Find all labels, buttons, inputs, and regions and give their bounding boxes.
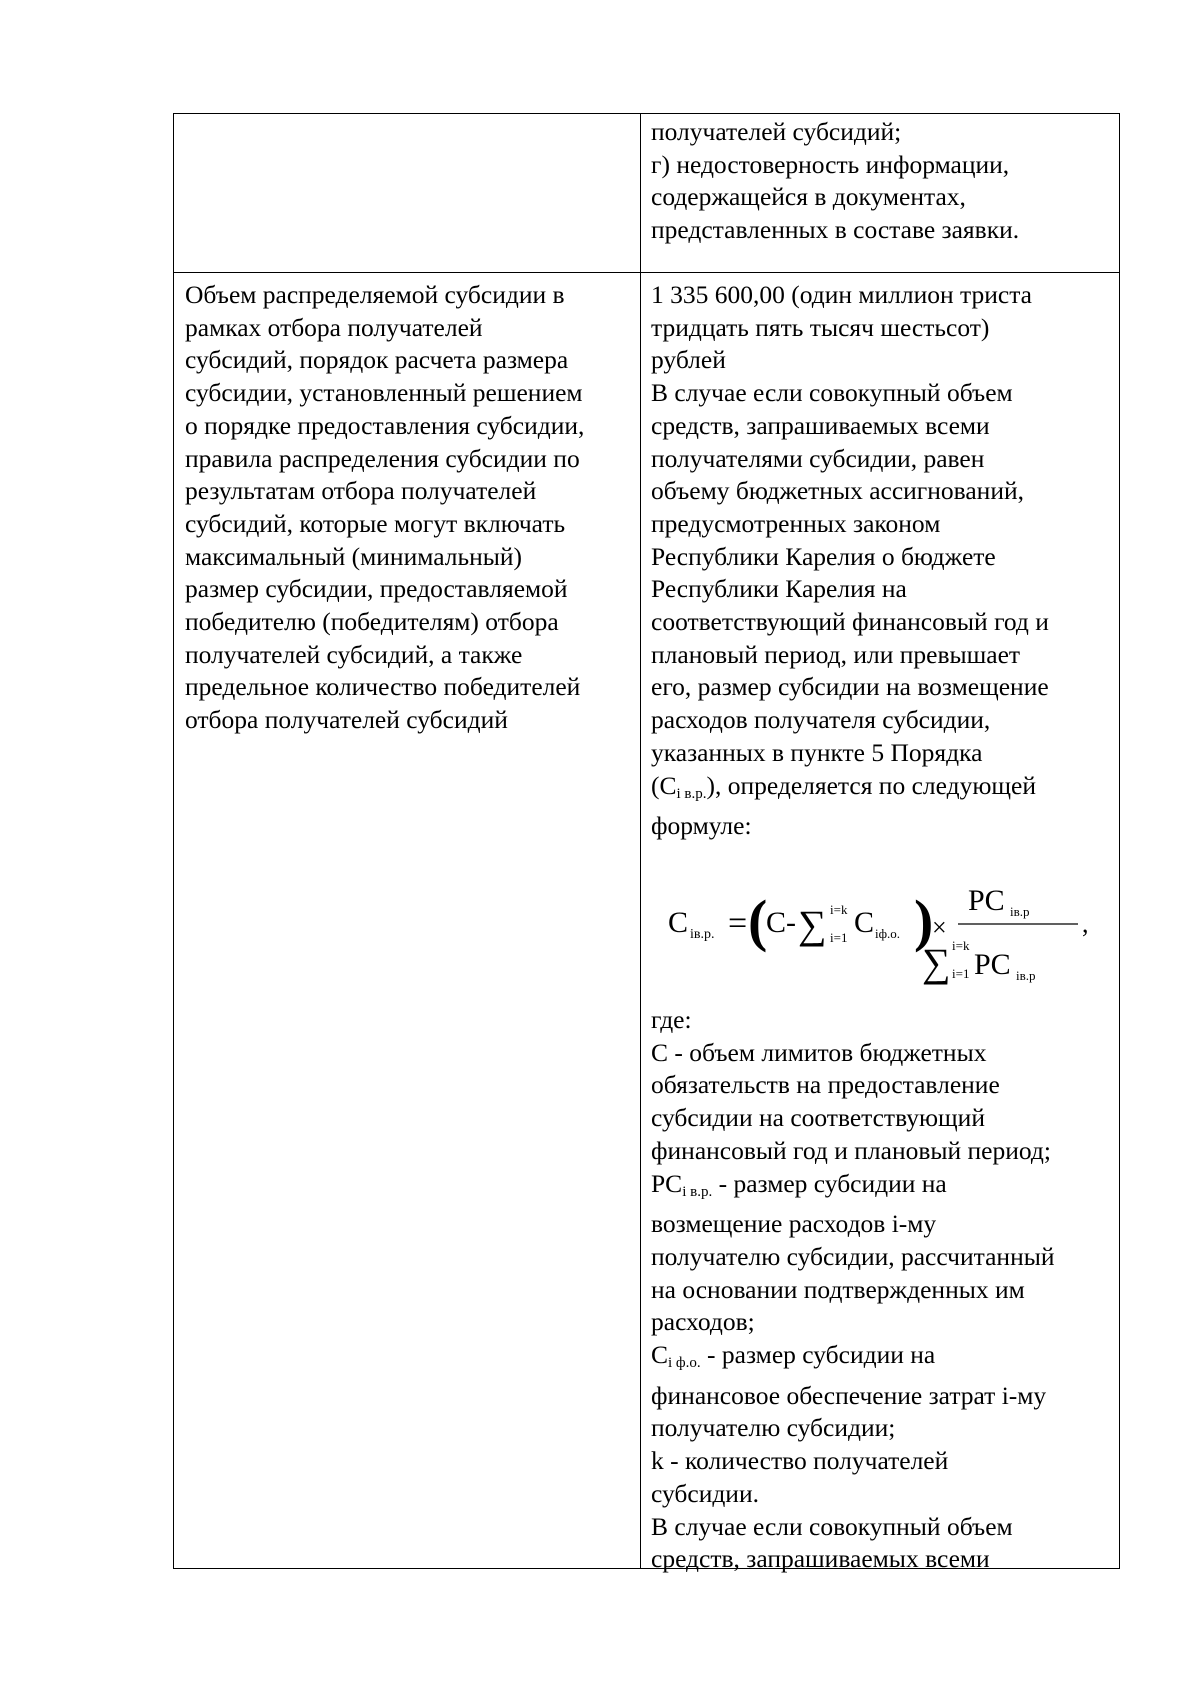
cfo-definition-line: $C_{i ф.о.}$ - размер субсидии на bbox=[651, 1340, 936, 1372]
ci-line: $(C_{i в.р.})$, определяется по следующей bbox=[651, 770, 1036, 802]
text-line: плановый период, или превышает bbox=[651, 639, 1021, 669]
formula-lhs-sub: iв.р. bbox=[690, 927, 715, 942]
text-line: C - объем лимитов бюджетных bbox=[651, 1037, 987, 1067]
text-line: расходов; bbox=[651, 1307, 755, 1337]
text-line: обязательств на предоставление bbox=[651, 1070, 1000, 1100]
text-line: победителю (победителям) отбора bbox=[185, 607, 559, 637]
text-line: субсидий, которые могут включать bbox=[185, 508, 566, 538]
text-line: отбора получателей субсидий bbox=[185, 705, 508, 735]
text-line: Республики Карелия на bbox=[651, 574, 907, 604]
text-line: содержащейся в документах, bbox=[651, 182, 966, 212]
formula-sum2-upper: i=k bbox=[952, 938, 970, 953]
text-line: предусмотренных законом bbox=[651, 508, 941, 538]
text-line: получателей субсидий; bbox=[651, 117, 902, 146]
text-line: k - количество получателей bbox=[651, 1446, 949, 1476]
column-divider bbox=[640, 113, 641, 1569]
formula-sigma-1: ∑ bbox=[798, 902, 827, 947]
text-line: рублей bbox=[651, 345, 726, 375]
formula-sum1-upper: i=k bbox=[830, 902, 848, 917]
text-line: объему бюджетных ассигнований, bbox=[651, 476, 1024, 506]
text-line: 1 335 600,00 (один миллион триста bbox=[651, 280, 1032, 309]
formula-denominator: PC bbox=[974, 948, 1011, 981]
text-line: возмещение расходов i-му bbox=[651, 1209, 937, 1239]
where-label: где: bbox=[651, 1005, 692, 1034]
text-line: средств, запрашиваемых всеми bbox=[651, 1544, 990, 1574]
table-border-right bbox=[1119, 113, 1120, 1569]
text-line: тридцать пять тысяч шестьсот) bbox=[651, 312, 990, 342]
text-line: указанных в пункте 5 Порядка bbox=[651, 737, 983, 767]
text-line: субсидии. bbox=[651, 1478, 759, 1508]
text-line: В случае если совокупный объем bbox=[651, 378, 1013, 408]
formula-left-paren: ( bbox=[748, 888, 768, 953]
text-line: рамках отбора получателей bbox=[185, 312, 483, 342]
formula-sum1-lower: i=1 bbox=[830, 930, 848, 945]
text-line: Республики Карелия о бюджете bbox=[651, 541, 996, 571]
table-border-left bbox=[173, 113, 174, 1569]
text-line: получателей субсидий, а также bbox=[185, 639, 523, 669]
formula-eq: = bbox=[728, 905, 748, 942]
text-line: субсидии, установленный решением bbox=[185, 378, 583, 408]
formula-intro: формуле: bbox=[651, 811, 752, 841]
text-line: предельное количество победителей bbox=[185, 672, 581, 702]
formula-numerator: PC bbox=[968, 884, 1005, 917]
formula-c: C bbox=[766, 906, 787, 939]
text-line: получателю субсидии, рассчитанный bbox=[651, 1241, 1055, 1271]
text-line: Объем распределяемой субсидии в bbox=[185, 280, 565, 309]
text-line: представленных в составе заявки. bbox=[651, 215, 1020, 245]
row2-right-cell-top bbox=[651, 279, 1049, 843]
formula-right-paren: ) bbox=[914, 888, 934, 953]
text-line: его, размер субсидии на возмещение bbox=[651, 672, 1049, 702]
formula-minus: - bbox=[786, 906, 796, 939]
subsidy-formula bbox=[668, 880, 1088, 990]
text-line: В случае если совокупный объем bbox=[651, 1511, 1013, 1541]
text-line: расходов получателя субсидии, bbox=[651, 705, 991, 735]
text-line: финансовый год и плановый период; bbox=[651, 1135, 1051, 1165]
text-line: на основании подтвержденных им bbox=[651, 1274, 1025, 1304]
formula-sigma-2: ∑ bbox=[922, 940, 951, 985]
formula-numerator-sub: iв.р bbox=[1010, 904, 1030, 919]
row-divider bbox=[173, 272, 1120, 273]
text-line: получателями субсидии, равен bbox=[651, 443, 985, 473]
row2-left-cell bbox=[185, 279, 584, 737]
table-border-top bbox=[173, 113, 1120, 114]
formula-term-sub: iф.о. bbox=[875, 926, 901, 941]
formula-times: × bbox=[932, 913, 947, 942]
formula-denominator-sub: iв.р bbox=[1016, 968, 1036, 983]
text-line: соответствующий финансовый год и bbox=[651, 607, 1049, 637]
text-line: субсидий, порядок расчета размера bbox=[185, 345, 569, 375]
formula-sum2-lower: i=1 bbox=[952, 966, 970, 981]
text-line: результатам отбора получателей bbox=[185, 476, 537, 506]
text-line: субсидии на соответствующий bbox=[651, 1103, 985, 1133]
formula-term-c: C bbox=[854, 906, 875, 939]
formula-lhs: C bbox=[668, 906, 689, 939]
text-line: финансовое обеспечение затрат i-му bbox=[651, 1380, 1047, 1410]
pc-definition-line: $PC_{i в.р.}$ - размер субсидии на bbox=[651, 1168, 947, 1200]
text-line: о порядке предоставления субсидии, bbox=[185, 410, 585, 440]
text-line: правила распределения субсидии по bbox=[185, 443, 580, 473]
formula-comma: , bbox=[1082, 909, 1088, 938]
text-line: получателю субсидии; bbox=[651, 1413, 896, 1443]
row1-right-cell bbox=[651, 116, 1019, 247]
text-line: максимальный (минимальный) bbox=[185, 541, 523, 571]
text-line: средств, запрашиваемых всеми bbox=[651, 410, 990, 440]
row2-right-cell-bottom bbox=[651, 1004, 1055, 1576]
text-line: размер субсидии, предоставляемой bbox=[185, 574, 568, 604]
text-line: г) недостоверность информации, bbox=[651, 149, 1010, 179]
